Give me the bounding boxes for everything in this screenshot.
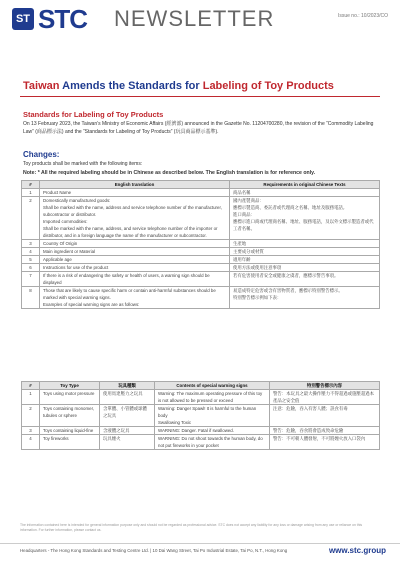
table-row (22, 427, 380, 435)
chinese-text: 使用方法或使用注意事項 (230, 264, 380, 272)
cell-no: 4 (22, 435, 40, 450)
chinese-text: 易造成特定危害或含有害物質者，應標示特別警告標示。 特別警告標示例如下表： (230, 287, 380, 309)
headline (23, 80, 334, 92)
column-header: # (22, 382, 40, 390)
table-row (22, 264, 380, 272)
changes-line: Toy products shall be marked with the following items: (23, 161, 143, 167)
special-warning-table (21, 381, 380, 450)
table-row (22, 256, 380, 264)
headline-middle: Amends the Standards for (59, 80, 203, 92)
row-number: 8 (22, 287, 40, 309)
row-number: 3 (22, 240, 40, 248)
column-header: Requirements in original Chinese Texts (230, 181, 380, 189)
english-text: Product Name (40, 189, 230, 197)
column-header: 玩具種類 (100, 382, 155, 390)
cell-warn-zh: 警告：本玩具之最大操作壓力不得超過或施壓超過本產品之安全值 (270, 390, 380, 405)
row-number: 2 (22, 197, 40, 240)
headline-topic: Labeling of Toy Products (202, 80, 334, 92)
stc-logo-mark: ST (12, 8, 34, 30)
table-row (22, 435, 380, 450)
table-header-row (22, 382, 380, 390)
table-header-row (22, 181, 380, 189)
labeling-requirements-table (21, 180, 380, 309)
table-row (22, 272, 380, 287)
chinese-text: 商品名稱 (230, 189, 380, 197)
cell-no: 1 (22, 390, 40, 405)
stc-logo: STC (38, 4, 87, 34)
footer-divider (0, 543, 400, 544)
cell-warn-en: Warning: The maximum operating pressure of this toy is not allowed to be pressed or exceed (155, 390, 270, 405)
table-row (22, 189, 380, 197)
cell-warn-en: Warning: Danger Spawl! It is harmful to the human body Swallowing Toxic (155, 405, 270, 427)
chinese-text: 若有危害使用者安全或健康之虞者，應標示警告事項。 (230, 272, 380, 287)
english-text: Those that are likely to cause specific harm or contain anti-harmful substances should be marked with special warning signs. Examples of special warning signs are as follows: (40, 287, 230, 309)
cell-type-en: Toy fireworks (40, 435, 100, 450)
cell-no: 2 (22, 405, 40, 427)
cell-warn-zh: 警告：不可朝人體發射，不可將煙火放入口袋內 (270, 435, 380, 450)
cell-warn-en: WARNING: Do not shoot towards the human body, do not put fireworks in your pocket (155, 435, 270, 450)
headline-country: Taiwan (23, 80, 60, 92)
column-header: Contents of special warning signs (155, 382, 270, 390)
column-header: # (22, 181, 40, 189)
cell-type-zh: 含液體之玩具 (100, 427, 155, 435)
chinese-text: 主要成分或材質 (230, 248, 380, 256)
cell-type-en: Toys containing monomer, tubules or sphere (40, 405, 100, 427)
disclaimer: The information contained here is intended for general information purpose only and should not be regarded as professional advice. STC does not accept any liability for any loss or damage arising from any use or reliance on this information. For further information, please contact us. (20, 523, 363, 532)
english-text: Applicable age (40, 256, 230, 264)
cell-type-en: Toys using motor pressure (40, 390, 100, 405)
footer-address: Headquarters - The Hong Kong Standards and Testing Centre Ltd. | 10 Dai Wang Street, Tai Po Industrial Estate, Tai Po, N.T., Hong Kong (20, 548, 288, 553)
cell-warn-zh: 注意：危險，吞入有害人體；誤食有毒 (270, 405, 380, 427)
changes-heading: Changes: (23, 150, 60, 159)
english-text: Domestically manufactured goods: Shall be marked with the name, address and service telephone number of the manufacturer, subcontractor or distributor. Imported commodities: Shall be marked with the name, address, and service telephone number of the importer or distributor, and in a foreign language the name of the manufacturer or subcontractor. (40, 197, 230, 240)
intro-paragraph: On 13 February 2023, the Taiwan’s Ministry of Economic Affairs (經濟部) announced in the Gazette No. 11204700280, the revision of the “Commodity Labeling Law” (商品標示法) and the “Standards for Labeling of Toy Products” (玩具商品標示基準). (23, 121, 374, 135)
chinese-text: 生產地 (230, 240, 380, 248)
english-text: If there is a risk of endangering the safety or health of users, a warning sign should be displayed (40, 272, 230, 287)
cell-warn-en: WARNING: Danger. Fatal if swallowed. (155, 427, 270, 435)
chinese-text: 適用年齡 (230, 256, 380, 264)
chinese-text: 國內產製商品： 應標示製造商、委託者或代理商之名稱、地址及服務電話。 進口商品： 應標示進口商或代理商名稱、地址、服務電話，及以外文標示製造者或代工者名稱。 (230, 197, 380, 240)
issue-number: Issue no.: 10/2023/CO (337, 13, 388, 19)
row-number: 1 (22, 189, 40, 197)
english-text: Country Of Origin (40, 240, 230, 248)
column-header: Toy Type (40, 382, 100, 390)
row-number: 7 (22, 272, 40, 287)
headline-divider (20, 96, 380, 97)
website-link[interactable]: www.stc.group (328, 546, 386, 555)
cell-type-zh: 使用馬達壓力之玩具 (100, 390, 155, 405)
newsletter-title: NEWSLETTER (114, 6, 275, 31)
row-number: 6 (22, 264, 40, 272)
cell-warn-zh: 警告：危險，吞食將會造成致命危險 (270, 427, 380, 435)
table-row (22, 197, 380, 240)
english-text: Main ingredient or Material (40, 248, 230, 256)
table-row (22, 405, 380, 427)
table-row (22, 390, 380, 405)
table-row (22, 240, 380, 248)
table-row (22, 248, 380, 256)
changes-note: Note: * All the required labeling should be in Chinese as described below. The English translation is for reference only. (23, 170, 316, 176)
cell-no: 3 (22, 427, 40, 435)
column-header: English translation (40, 181, 230, 189)
cell-type-zh: 玩具煙火 (100, 435, 155, 450)
cell-type-zh: 含單體、小管體或球體之玩具 (100, 405, 155, 427)
row-number: 5 (22, 256, 40, 264)
table-row (22, 287, 380, 309)
english-text: Instructions for use of the product (40, 264, 230, 272)
row-number: 4 (22, 248, 40, 256)
cell-type-en: Toys containing liquid-fine (40, 427, 100, 435)
section-title: Standards for Labeling of Toy Products (23, 110, 164, 119)
column-header: 特別警告標示內容 (270, 382, 380, 390)
